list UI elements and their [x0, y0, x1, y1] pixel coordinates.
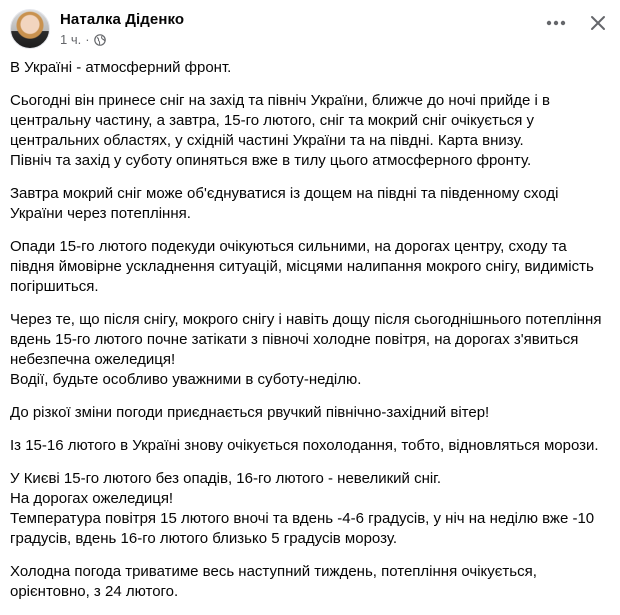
avatar[interactable]	[10, 9, 50, 49]
text-line: Холодна погода триватиме весь наступний тиждень, потепління очікується, орієнтовно, з 24 лютого.	[10, 563, 537, 600]
text-line: У Києві 15-го лютого без опадів, 16-го лютого - невеликий сніг.	[10, 470, 441, 487]
paragraph	[10, 562, 610, 602]
text-line: Водії, будьте особливо уважними в суботу-неділю.	[10, 371, 362, 388]
post-actions	[544, 11, 610, 35]
text-line: На дорогах ожеледиця!	[10, 490, 174, 507]
paragraph	[10, 184, 610, 224]
text-line: Опади 15-го лютого подекуди очікуються сильними, на дорогах центру, сходу та півдня ймовірне ускладнення ситуацій, місцями налипання мокрого снігу, видимість погіршиться.	[10, 238, 594, 295]
post-time[interactable]: 1 ч.	[60, 32, 82, 47]
paragraph	[10, 91, 610, 171]
post-body	[10, 58, 610, 615]
text-line: Завтра мокрий сніг може об'єднуватися із дощем на півдні та південному сході України через потепління.	[10, 185, 559, 222]
paragraph	[10, 436, 610, 456]
text-line: Температура повітря 15 лютого вночі та вдень -4-6 градусів, у ніч на неділю вже -10 градусів, вдень 16-го лютого близько 5 градусів морозу.	[10, 510, 595, 547]
author-name[interactable]: Наталка Діденко	[60, 11, 185, 28]
more-options-icon[interactable]	[544, 11, 568, 35]
text-line: Сьогодні він принесе сніг на захід та північ України, ближче до ночі прийде і в центральну частину, а завтра, 15-го лютого, сніг та мокрий сніг очікується у центральних областях, у східній частині України та на півдні. Карта внизу.	[10, 92, 550, 149]
close-icon[interactable]	[586, 11, 610, 35]
paragraph	[10, 310, 610, 390]
text-line: Через те, що після снігу, мокрого снігу і навіть дощу після сьогоднішнього потепління вдень 15-го лютого почне затікати з півночі холодне повітря, на дорогах з'явиться небезпечна ожеледиця!	[10, 311, 602, 368]
globe-icon	[94, 34, 106, 46]
text-line: До різкої зміни погоди приєднається рвучкий північно-західний вітер!	[10, 404, 490, 421]
meta-separator: ·	[85, 32, 90, 47]
post-header	[10, 9, 610, 49]
text-line: Із 15-16 лютого в Україні знову очікується похолодання, тобто, відновляться морози.	[10, 437, 599, 454]
text-line: В Україні - атмосферний фронт.	[10, 59, 232, 76]
post-meta	[60, 32, 106, 47]
paragraph	[10, 469, 610, 549]
text-line: Північ та захід у суботу опиняться вже в тилу цього атмосферного фронту.	[10, 152, 532, 169]
paragraph	[10, 58, 610, 78]
paragraph	[10, 403, 610, 423]
paragraph	[10, 237, 610, 297]
